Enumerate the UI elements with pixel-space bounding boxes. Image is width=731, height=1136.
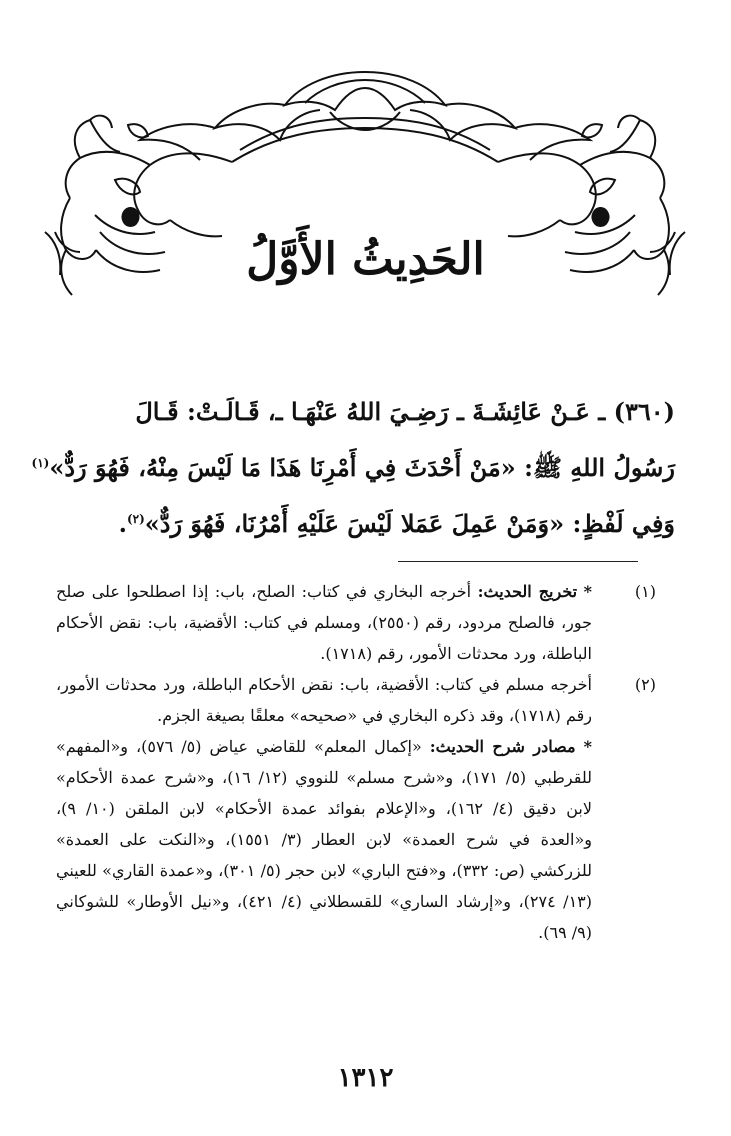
hadith-line-1: (٣٦٠) ـ عَـنْ عَائِشَـةَ ـ رَضِـيَ اللهُ عَنْهَـا ـ، قَـالَـتْ: قَـالَ xyxy=(135,397,675,426)
hadith-line-3-text: وَفِي لَفْظٍ: «وَمَنْ عَمِلَ عَمَلا لَيْسَ عَلَيْهِ أَمْرُنَا، فَهُوَ رَدٌّ» xyxy=(144,509,675,538)
hadith-text xyxy=(31,384,675,552)
chapter-title: الحَدِيثُ الأَوَّلُ xyxy=(246,234,485,285)
hadith-line-2-text: رَسُولُ اللهِ ﷺ: «مَنْ أَحْدَثَ فِي أَمْرِنَا هَذَا مَا لَيْسَ مِنْهُ، فَهُوَ رَدٌّ» xyxy=(49,453,675,482)
footnote-label: تخريج الحديث: xyxy=(477,582,578,601)
hadith-line-3 xyxy=(60,496,675,552)
hadith-line-2 xyxy=(31,440,675,496)
footnote-text: أخرجه البخاري في كتاب: الصلح، باب: إذا اصطلحوا على صلح جور، فالصلح مردود، رقم (٢٥٥٠)، ومسلم في كتاب: الأقضية، باب: نقض الأحكام الباطلة، ورد محدثات الأمور، رقم (١٧١٨). xyxy=(56,582,593,663)
hadith-line-3-end: . xyxy=(118,509,127,538)
footnote-divider xyxy=(398,561,638,562)
footnote-star: * xyxy=(583,737,592,756)
sources-label: مصادر شرح الحديث: xyxy=(429,737,576,756)
crown-ornament xyxy=(140,72,590,162)
footnote-number: (٢) xyxy=(634,675,656,694)
footnotes xyxy=(56,576,656,948)
footnote-2 xyxy=(56,669,656,948)
footnote-ref-1: (١) xyxy=(31,456,50,470)
footnote-text: أخرجه مسلم في كتاب: الأقضية، باب: نقض الأحكام الباطلة، ورد محدثات الأمور، رقم (١٧١٨)، وقد ذكره البخاري في «صحيحه» معلقًا بصيغة الجزم. xyxy=(56,675,593,725)
page-number: ١٣١٢ xyxy=(337,1063,394,1093)
footnote-1 xyxy=(56,576,656,669)
footnote-ref-2: (٢) xyxy=(126,512,145,526)
footnote-number: (١) xyxy=(634,582,656,601)
sources-text: «إكمال المعلم» للقاضي عياض (٥/ ٥٧٦)، و«المفهم» للقرطبي (٥/ ١٧١)، و«شرح مسلم» للنووي (١٢/ ١٦)، و«شرح عمدة الأحكام» لابن دقيق (٤/ ١٦٢)، و«الإعلام بفوائد عمدة الأحكام» لابن الملقن (١٠/ ٩)، و«العدة في شرح العمدة» لابن العطار (٣/ ١٥٥١)، و«النكت على العمدة» للزركشي (ص: ٣٣٢)، و«فتح الباري» لابن حجر (٥/ ٣٠١)، و«عمدة القاري» للعيني (١٣/ ٢٧٤)، و«إرشاد الساري» للقسطلاني (٤/ ٤٢١)، و«نيل الأوطار» للشوكاني (٩/ ٦٩). xyxy=(56,737,593,942)
footnote-star: * xyxy=(583,582,592,601)
